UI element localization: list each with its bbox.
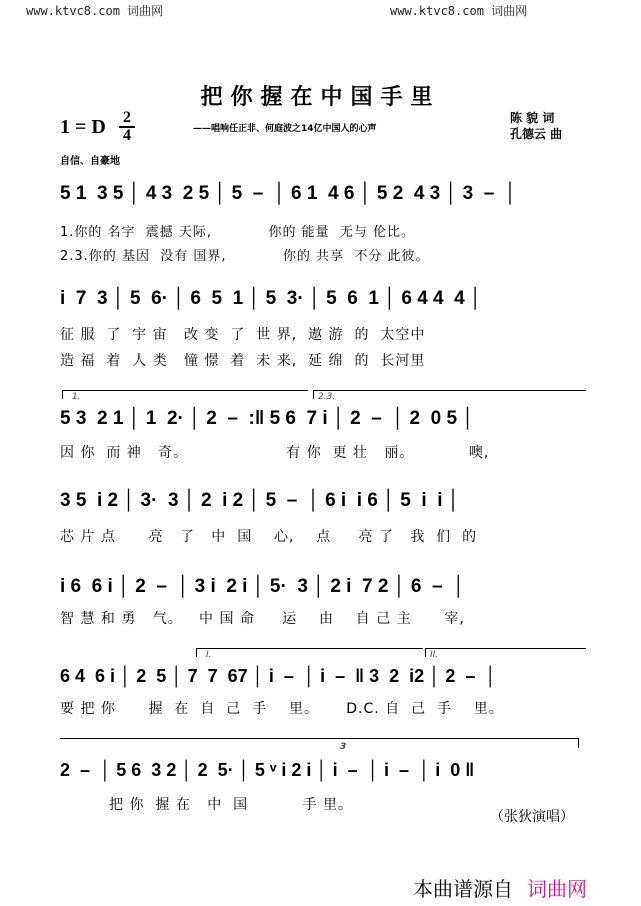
watermark-site-name: 词曲网 — [127, 4, 164, 18]
time-sig-bottom: 4 — [123, 127, 131, 144]
lyrics-verse-2: 造 福 着 人 类 憧 憬 着 未 来, 延 绵 的 长河里 — [60, 353, 426, 369]
notes: 2 – │ 5 6 3 2 │ 2 5· │ 5 ᵛ i 2 i │ i – │ i – │ i 0 ‖ — [60, 760, 475, 780]
lyrics: 智 慧 和 勇 气。 中 国 命 运 由 自 己 主 宰, — [60, 611, 465, 627]
volta-label: 2.3. — [318, 392, 336, 402]
lyrics: 芯 片 点 亮 了 中 国 心, 点 亮 了 我 们 的 — [60, 529, 478, 545]
watermark-right — [390, 2, 527, 19]
triplet-marker: 3 — [340, 742, 347, 752]
song-title: 把你握在中国手里 — [200, 84, 441, 110]
lyrics-verse-1: 1.你的 名字 震撼 天际, 你的 能量 无与 伦比。 — [60, 225, 416, 240]
time-signature — [118, 110, 136, 144]
footer-brand-link[interactable]: 词曲网 — [527, 877, 587, 901]
volta-bracket-2 — [425, 648, 586, 657]
volta-label: 1. — [72, 392, 81, 402]
key-signature: 1 = D — [60, 116, 106, 138]
footer-source — [413, 873, 587, 902]
lyricist: 陈 貌 词 — [510, 111, 555, 125]
time-sig-top: 2 — [123, 109, 131, 126]
notes: 5 1 3 5 │ 4 3 2 5 │ 5 – │ 6 1 4 6 │ 5 2 4 3 │ 3 – │ — [60, 183, 517, 204]
watermark-left — [26, 2, 163, 19]
watermark-site-name: 词曲网 — [491, 4, 528, 18]
watermark-url: www.ktvc8.com — [390, 4, 484, 18]
volta-bracket-2 — [313, 390, 586, 399]
lyrics-verse-2: 2.3.你的 基因 没有 国界, 你的 共享 不分 此彼。 — [60, 249, 430, 264]
notes: 3 5 i 2 │ 3· 3 │ 2 i 2 │ 5 – │ 6 i i 6 │ 5 i i │ — [60, 490, 460, 511]
lyrics: 要 把 你 握 在 自 己 手 里。 D.C. 自 己 手 里。 — [60, 701, 504, 717]
tempo-marking: 自信、自豪地 — [60, 156, 120, 167]
volta-bracket-1 — [62, 390, 308, 399]
watermark-url: www.ktvc8.com — [26, 4, 120, 18]
notes: i 7 3 │ 5 6· │ 6 5 1 │ 5 3· │ 5 6 1 │ 6 4 4 4 │ — [60, 288, 482, 309]
source-label: 本曲谱源自 — [413, 877, 513, 901]
singer-credit: （张狄演唱） — [490, 809, 574, 825]
notes: 6 4 6 i │ 2 5 │ 7 7 67 │ i – │ i – ‖ 3 2 i2 │ 2 – │ — [60, 666, 497, 686]
subtitle: ——唱响任正非、何庭波之14亿中国人的心声 — [193, 124, 377, 134]
volta-end-tick — [578, 738, 579, 748]
volta-label: I. — [206, 650, 212, 660]
volta-continuation-line — [60, 738, 578, 739]
notes: i 6 6 i │ 2 – │ 3 i 2 i │ 5· 3 │ 2 i 7 2 │ 6 – │ — [60, 576, 465, 597]
volta-bracket-1 — [196, 648, 423, 657]
credits — [510, 110, 562, 142]
composer: 孔德云 曲 — [510, 127, 563, 141]
notes: 5 3 2 1 │ 1 2· │ 2 – :‖ 5 6 7 i │ 2 – │ 2 0 5 │ — [60, 408, 475, 429]
volta-label: II. — [430, 650, 439, 660]
lyrics-verse-1: 征 服 了 宇 宙 改 变 了 世 界, 遨 游 的 太空中 — [60, 327, 426, 343]
lyrics: 因 你 而 神 奇。 有 你 更 壮 丽。 噢, — [60, 445, 490, 461]
lyrics: 把 你 握 在 中 国 手 里。 — [60, 797, 354, 813]
